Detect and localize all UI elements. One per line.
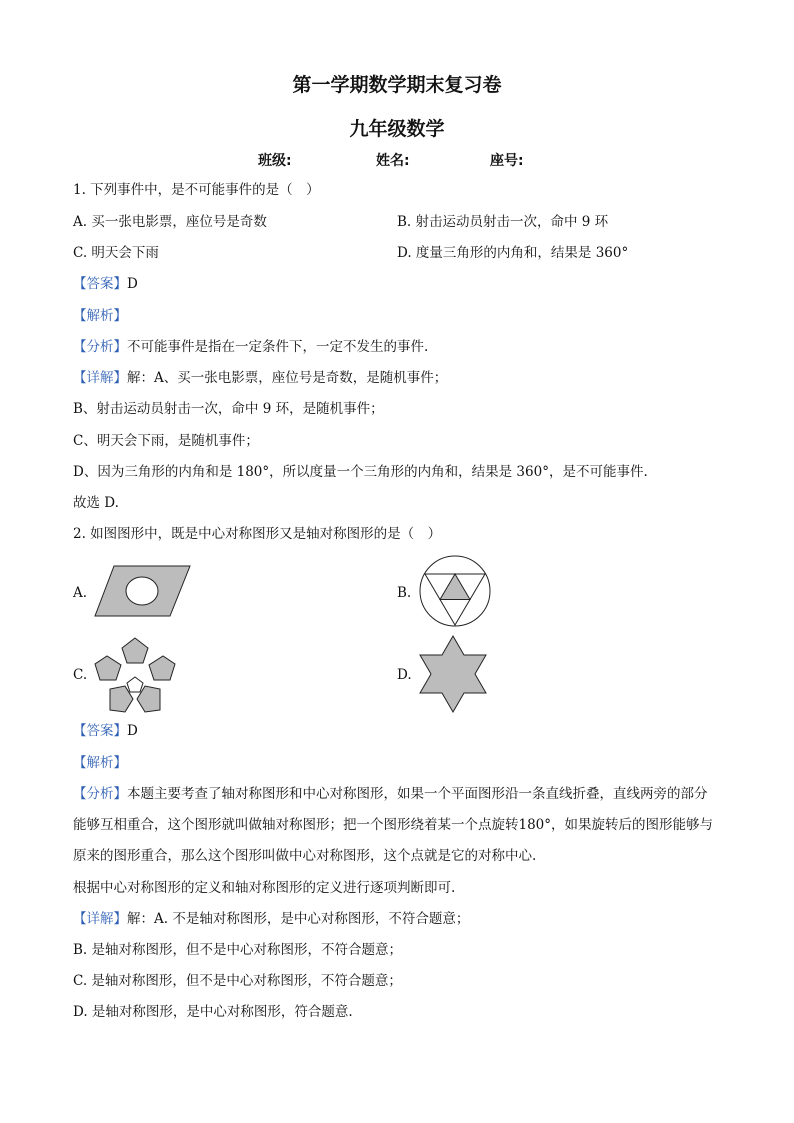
q2-answer-value: D	[127, 723, 138, 739]
fenxi-tag: 【分析】	[73, 786, 127, 802]
q1-analysis-heading	[73, 306, 127, 326]
fenxi-tag: 【分析】	[73, 339, 127, 355]
q1-detail-text: 解：A、买一张电影票，座位号是奇数，是随机事件；	[127, 370, 448, 386]
q1-option-c: C. 明天会下雨	[73, 245, 159, 261]
class-field-label: 班级:	[258, 153, 292, 169]
q1-answer-row	[73, 274, 138, 294]
xiangjie-tag: 【详解】	[73, 370, 127, 386]
q1-line-c: C、明天会下雨，是随机事件；	[73, 433, 259, 449]
q1-question: 1. 下列事件中，是不可能事件的是（ ）	[73, 182, 320, 198]
q2-fenxi-paragraph	[73, 779, 718, 872]
q2-option-a-label: A.	[73, 585, 88, 601]
q2-line-d: D. 是轴对称图形，是中心对称图形，符合题意.	[73, 1004, 353, 1020]
q2-detail-text: 解：A. 不是轴对称图形，是中心对称图形，不符合题意；	[127, 911, 470, 927]
q1-option-d: D. 度量三角形的内角和，结果是 360°	[397, 245, 629, 261]
answer-tag: 【答案】	[73, 276, 127, 292]
q2-basis-line: 根据中心对称图形的定义和轴对称图形的定义进行逐项判断即可.	[73, 880, 456, 896]
q1-fenxi-row	[73, 337, 428, 357]
analysis-tag: 【解析】	[73, 755, 127, 771]
analysis-tag: 【解析】	[73, 308, 127, 324]
answer-tag: 【答案】	[73, 723, 127, 739]
q2-answer-row	[73, 721, 138, 741]
q2-option-b-label: B.	[397, 585, 412, 601]
q2-line-b: B. 是轴对称图形，但不是中心对称图形，不符合题意；	[73, 942, 403, 958]
circle-triangle-figure	[418, 554, 492, 628]
q2-line-c: C. 是轴对称图形，但不是中心对称图形，不符合题意；	[73, 973, 402, 989]
seat-field-label: 座号:	[490, 153, 524, 169]
q2-fenxi-text: 本题主要考查了轴对称图形和中心对称图形，如果一个平面图形沿一条直线折叠，直线两旁的部分能够互相重合，这个图形就叫做轴对称图形；把一个图形绕着某一个点旋转180°，如果旋转后的图形能够与原来的图形重合，那么这个图形叫做中心对称图形，这个点就是它的对称中心.	[73, 786, 714, 864]
page-title: 第一学期数学期末复习卷	[292, 74, 502, 96]
q2-question: 2. 如图图形中，既是中心对称图形又是轴对称图形的是（ ）	[73, 526, 442, 542]
q2-option-d-label: D.	[397, 667, 412, 683]
q1-option-b: B. 射击运动员射击一次，命中 9 环	[397, 214, 609, 230]
q2-detail-row	[73, 909, 469, 929]
xiangjie-tag: 【详解】	[73, 911, 127, 927]
parallelogram-with-circle-figure	[94, 565, 192, 617]
q1-answer-value: D	[127, 276, 138, 292]
q2-option-c-label: C.	[73, 667, 88, 683]
name-field-label: 姓名:	[376, 153, 410, 169]
q1-fenxi-text: 不可能事件是指在一定条件下，一定不发生的事件.	[127, 339, 429, 355]
q2-analysis-heading	[73, 753, 127, 773]
page-subtitle: 九年级数学	[349, 118, 445, 140]
q1-option-a: A. 买一张电影票，座位号是奇数	[73, 214, 267, 230]
pentagon-ring-figure	[92, 634, 178, 714]
q1-line-d: D、因为三角形的内角和是 180°，所以度量一个三角形的内角和，结果是 360°，是不可能事件.	[73, 464, 648, 480]
q1-conclusion: 故选 D.	[73, 495, 119, 511]
q1-detail-row	[73, 368, 447, 388]
six-pointed-star-figure	[418, 634, 488, 714]
q1-line-b: B、射击运动员射击一次，命中 9 环，是随机事件；	[73, 401, 384, 417]
